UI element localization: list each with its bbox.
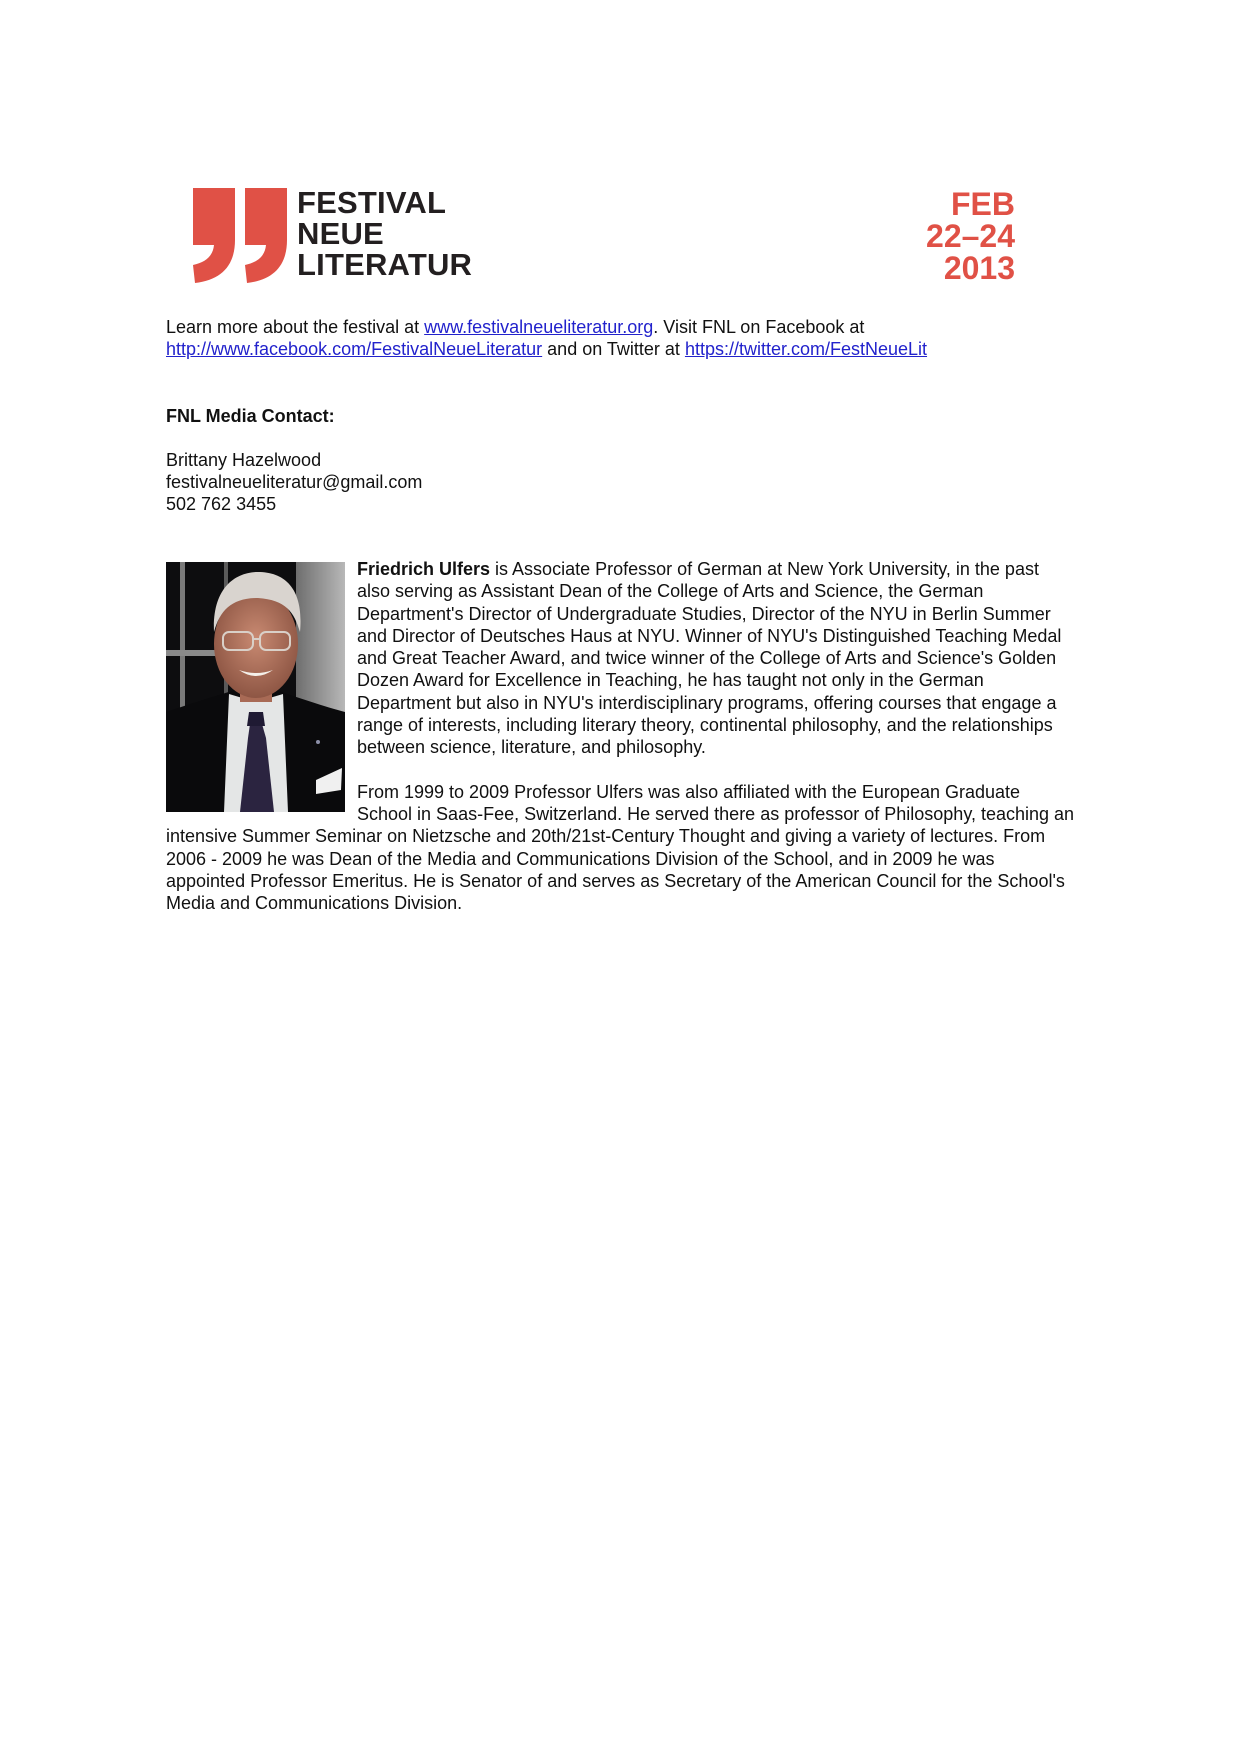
contact-email: festivalneueliteratur@gmail.com bbox=[166, 472, 423, 492]
media-contact-heading: FNL Media Contact: bbox=[166, 406, 335, 426]
intro-text-2: . Visit FNL on Facebook at bbox=[653, 317, 865, 337]
bio-paragraph-1-text: is Associate Professor of German at New York University, in the past also serving as Assistant Dean of the College of Arts and Science, the German Department's Director of Undergraduate Studies, Director of the NYU in Berlin Summer and Director of Deutsches Haus at NYU. Winner of NYU's Distinguished Teaching Medal and Great Teacher Award, and twice winner of the College of Arts and Science's Golden Dozen Award for Excellence in Teaching, he has taught not only in the German Department but also in NYU's interdisciplinary programs, offering courses that engage a range of interests, including literary theory, continental philosophy, and the relationships between science, literature, and philosophy. bbox=[357, 559, 1062, 758]
logo-line-2: NEUE bbox=[297, 216, 384, 251]
contact-phone: 502 762 3455 bbox=[166, 494, 277, 514]
intro-text-1: Learn more about the festival at bbox=[166, 317, 425, 337]
logo-wordmark bbox=[297, 187, 472, 280]
logo-line-3: LITERATUR bbox=[297, 247, 473, 282]
logo-line-1: FESTIVAL bbox=[297, 185, 447, 220]
festival-dates bbox=[926, 188, 1015, 284]
twitter-link[interactable]: https://twitter.com/FestNeueLit bbox=[684, 339, 928, 359]
website-link[interactable]: www.festivalneueliteratur.org bbox=[424, 317, 654, 337]
facebook-link[interactable]: http://www.facebook.com/FestivalNeueLiteratur bbox=[166, 339, 543, 359]
media-contact-details bbox=[166, 449, 422, 515]
quotation-marks-icon bbox=[193, 188, 293, 283]
portrait-photo bbox=[166, 562, 345, 812]
bio-paragraph-2: From 1999 to 2009 Professor Ulfers was also affiliated with the European Graduate School in Saas-Fee, Switzerland. He served there as professor of Philosophy, teaching an intensive Summer Seminar on Nietzsche and 20th/21st-Century Thought and giving a variety of lectures. From 2006 - 2009 he was Dean of the Media and Communications Division of the School, and in 2009 he was appointed Professor Emeritus. He is Senator of and serves as Secretary of the American Council for the School's Media and Communications Division. bbox=[166, 781, 1075, 914]
portrait-image bbox=[166, 562, 345, 812]
festival-logo bbox=[193, 185, 473, 283]
date-month: FEB bbox=[951, 186, 1015, 222]
bio-section bbox=[166, 558, 1076, 914]
bio-person-name: Friedrich Ulfers bbox=[357, 559, 491, 579]
contact-name: Brittany Hazelwood bbox=[166, 450, 322, 470]
date-days: 22–24 bbox=[926, 218, 1015, 254]
intro-paragraph bbox=[166, 316, 1086, 360]
intro-text-3: and on Twitter at bbox=[542, 339, 685, 359]
date-year: 2013 bbox=[943, 250, 1015, 286]
